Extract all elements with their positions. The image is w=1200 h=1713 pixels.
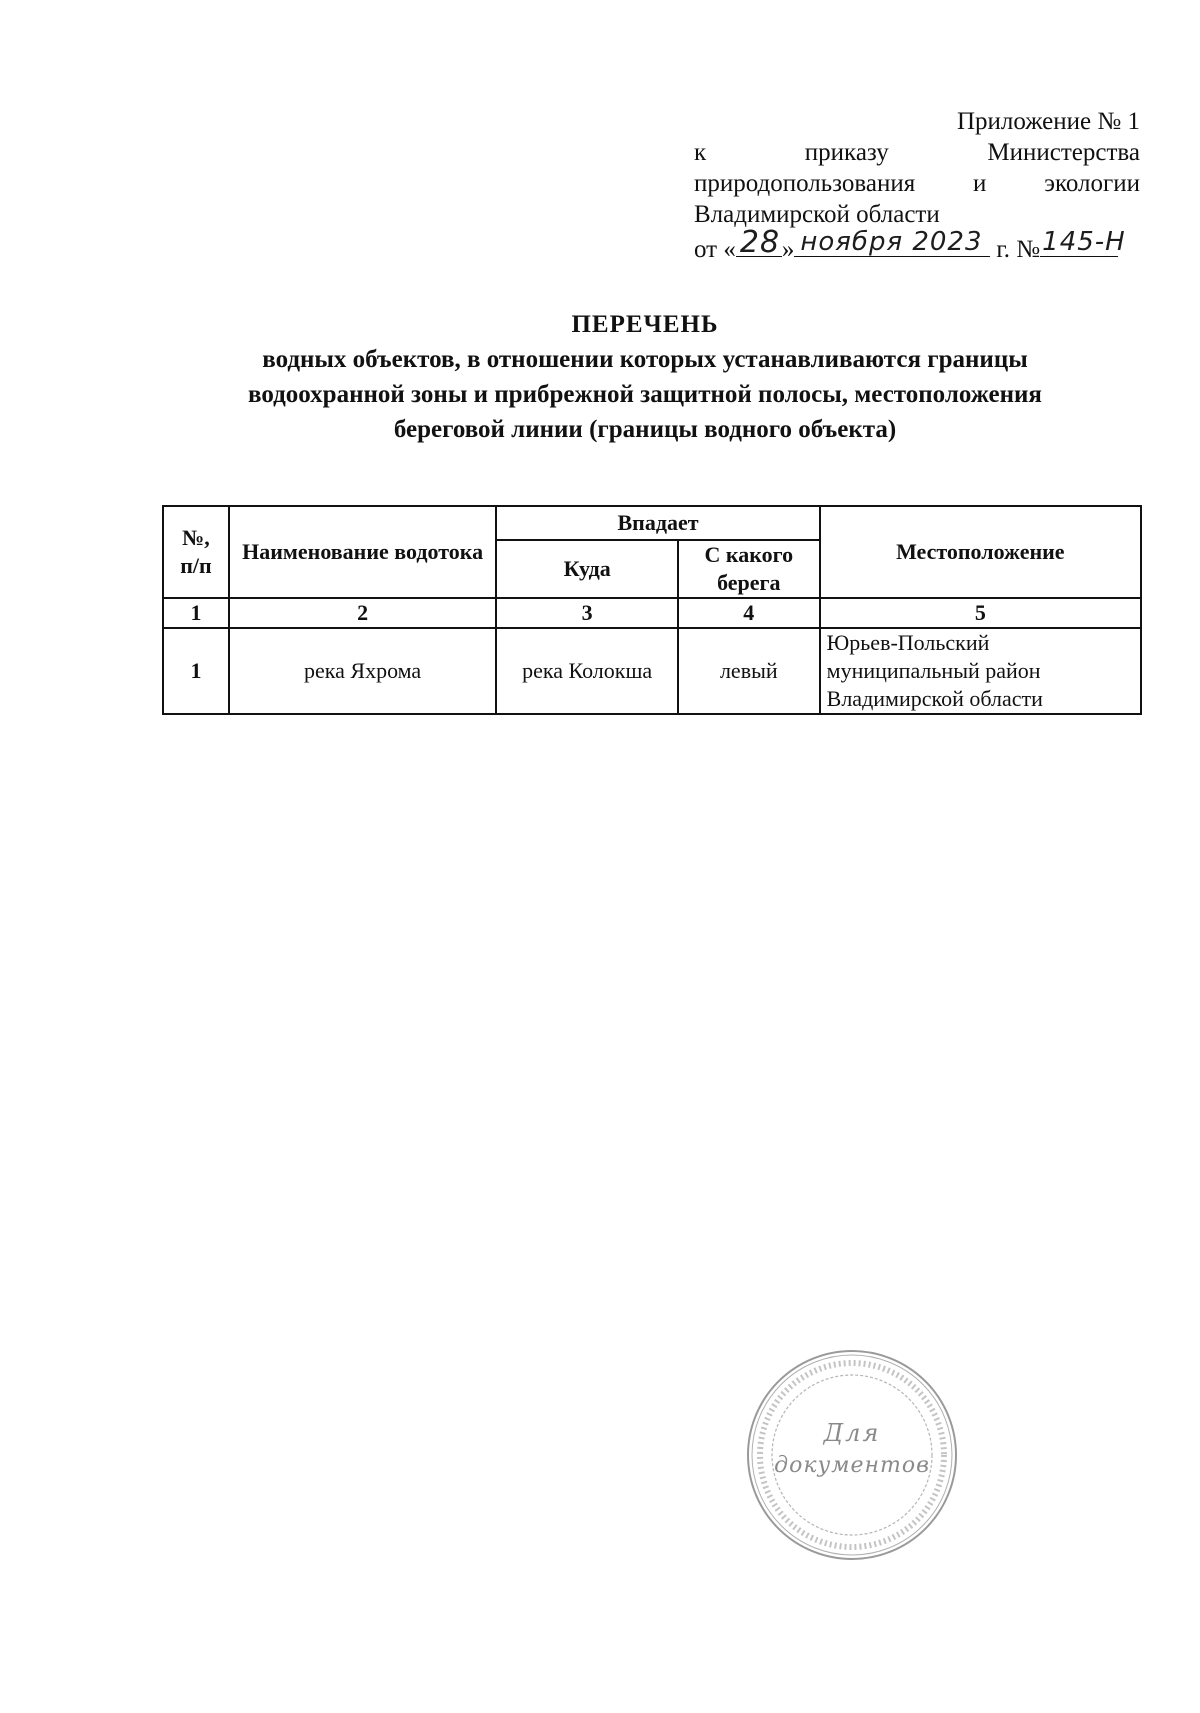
row-where: река Колокша bbox=[496, 628, 678, 714]
approval-line-4: Владимирской области bbox=[694, 201, 940, 228]
order-number-field bbox=[1040, 227, 1126, 257]
approval-line-2 bbox=[694, 137, 1140, 168]
table-row bbox=[163, 628, 1141, 714]
approval-line-3 bbox=[694, 168, 1140, 199]
row-number: 1 bbox=[163, 628, 229, 714]
approval-word: к bbox=[694, 139, 707, 166]
column-number: 1 bbox=[163, 598, 229, 628]
column-number: 2 bbox=[229, 598, 496, 628]
location-line: Владимирской области bbox=[826, 686, 1043, 711]
approval-word: приказу bbox=[804, 139, 889, 166]
handwritten-order-number: 145-Н bbox=[1042, 227, 1126, 257]
document-subtitle-line: водоохранной зоны и прибрежной защитной полосы, местоположения bbox=[248, 381, 1042, 408]
stamp-line: документов bbox=[774, 1453, 930, 1478]
date-month-field bbox=[794, 227, 990, 257]
date-mid: » bbox=[781, 236, 795, 263]
location-line: муниципальный район bbox=[826, 658, 1041, 683]
stamp-text bbox=[742, 1345, 962, 1565]
location-line: Юрьев-Польский bbox=[826, 630, 990, 655]
header-name: Наименование водотока bbox=[229, 506, 496, 598]
document-heading bbox=[150, 307, 1140, 447]
approval-word: Министерства bbox=[987, 139, 1140, 166]
date-prefix: от « bbox=[694, 236, 736, 263]
document-subtitle-line: водных объектов, в отношении которых устанавливаются границы bbox=[262, 346, 1028, 373]
handwritten-month-year: ноября 2023 bbox=[800, 227, 983, 257]
column-number: 4 bbox=[678, 598, 820, 628]
handwritten-day: 28 bbox=[739, 225, 781, 260]
row-location bbox=[820, 628, 1141, 714]
approval-word: природопользования bbox=[694, 170, 916, 197]
header-location: Местоположение bbox=[820, 506, 1141, 598]
approval-block bbox=[694, 106, 1140, 265]
row-name: река Яхрома bbox=[229, 628, 496, 714]
header-flows-into: Впадает bbox=[496, 506, 819, 540]
column-number: 3 bbox=[496, 598, 678, 628]
date-day-field bbox=[736, 225, 782, 260]
approval-word: экологии bbox=[1044, 170, 1140, 197]
appendix-label: Приложение № 1 bbox=[956, 108, 1140, 135]
approval-word: и bbox=[973, 170, 987, 197]
row-bank: левый bbox=[678, 628, 820, 714]
order-date-line bbox=[694, 225, 1140, 265]
water-objects-table bbox=[162, 505, 1142, 715]
document-title: ПЕРЕЧЕНЬ bbox=[571, 311, 719, 338]
column-number: 5 bbox=[820, 598, 1141, 628]
header-where: Куда bbox=[496, 540, 678, 598]
document-subtitle-line: береговой линии (границы водного объекта) bbox=[393, 416, 897, 443]
column-numbers-row bbox=[163, 598, 1141, 628]
header-number: №, п/п bbox=[163, 506, 229, 598]
stamp-line: Для bbox=[823, 1419, 881, 1447]
header-bank: С какого берега bbox=[678, 540, 820, 598]
official-stamp bbox=[742, 1345, 962, 1565]
order-number-prefix: г. № bbox=[996, 236, 1041, 263]
